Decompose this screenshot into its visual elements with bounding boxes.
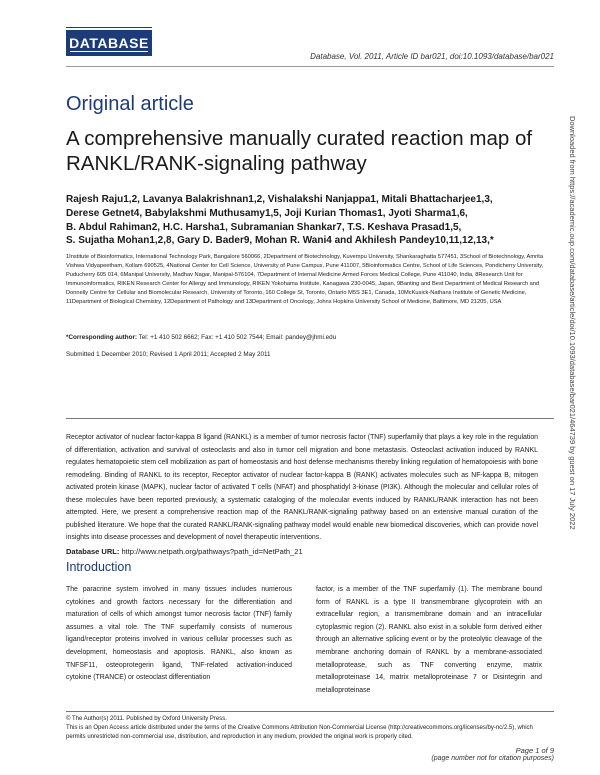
journal-logo [66, 28, 152, 56]
abstract: Receptor activator of nuclear factor-kappa B ligand (RANKL) is a member of tumor necrosis factor (TNF) superfamily that plays a key role in the regulation of differentiation, activation and survival of osteoclasts and also in tumor cell migration and bone metastasis. Osteoclast activation induced by RANKL regulates hematopoietic stem cell mobilization as part of homeostasis and host defense mechanisms thereby linking regulation of hematopoiesis with bone remodeling. Binding of RANKL to its receptor, Receptor activator of nuclear factor-kappa B (RANK) activates molecules such as NF-kappa B, mitogen activated protein kinase (MAPK), nuclear factor of activated T cells (NFAT) and phosphatidyl 3-kinase (PI3K). Although the molecular and cellular roles of these molecules have been reported previously, a systematic cataloging of the molecular events induced by RANKL/RANK interaction has not been attempted. Here, we present a comprehensive reaction map of the RANKL/RANK-signaling pathway based on an extensive manual curation of the published literature. We hope that the curated RANKL/RANK-signaling pathway model would enable new biomedical discoveries, which can provide novel insights into disease processes and development of novel therapeutic interventions. [66, 434, 538, 541]
database-url [66, 547, 303, 556]
footer-license [66, 715, 544, 742]
article-title: A comprehensive manually curated reaction map of RANKL/RANK-signaling pathway [66, 127, 533, 175]
introduction-heading: Introduction [66, 560, 132, 574]
introduction-left-column: The paracrine system involved in many tissues includes numerous cytokines and growth factors necessary for the differentiation and maturation of cells of which amongst tumor necrosis factor (TNF) family assumes a vital role. The TNF superfamily consists of numerous ligand/receptor proteins involved in various cellular processes such as development, homeostasis and apoptosis. RANKL, also known as TNFSF11, osteoprotegerin ligand, TNF-related activation-induced cytokine (TRANCE) or osteoclast differentiation [66, 586, 292, 682]
database-url-link[interactable]: http://www.netpath.org/pathways?path_id=NetPath_21 [121, 547, 303, 556]
introduction-right-column: factor, is a member of the TNF superfamily (1). The membrane bound form of RANKL is a type II transmembrane glycoprotein with an extracellular region, a transmembrane domain and an intracellular cytoplasmic region (2). RANKL also exist in a soluble form derived either through an alternative splicing event or by the proteolytic cleavage of the membrane anchoring domain of RANKL by a membrane-associated metalloprotease, such as TNF converting enzyme, matrix metalloproteinase 14, matrix metalloproteinase 7 or Disintegrin and metalloproteinase [316, 586, 542, 694]
corresponding-author-label: *Corresponding author: [66, 334, 138, 341]
article-type: Original article [66, 93, 194, 115]
author-line: B. Abdul Rahiman2, H.C. Harsha1, Subramanian Shankar7, T.S. Keshava Prasad1,5, [66, 221, 462, 233]
journal-citation: Database, Vol. 2011, Article ID bar021, doi:10.1093/database/bar021 [310, 52, 554, 61]
page-number-note: (page number not for citation purposes) [431, 755, 554, 762]
affiliations: 1Institute of Bioinformatics, International Technology Park, Bangalore 560066, 2Department of Biotechnology, Kuvempu University, Shankaraghatta 577451, 3School of Biotechnology, Amrita Vishwa Vidyapeetham, Kollam 690525, 4National Center for Cell Science, University of Pune Campus, Pune 411007, 5Bioinformatics Centre, School of Life Sciences, Pondicherry University, Puducherry 605 014, 6Manipal University, Madhav Nagar, Manipal-576104, 7Department of Internal Medicine Armed Forces Medical College, Pune 411040, India, 8Research Unit for Immunoinformatics, RIKEN Research Center for Allergy and Immunology, RIKEN Yokohama Institute, Kanagawa 230-0045, Japan, 9Banting and Best Department of Medical Research and Donnelly Centre for Cellular and Biomolecular Research, University of Toronto, 160 College St, Toronto, Ontario M5S 3E1, Canada, 10McKusick-Nathans Institute of Genetic Medicine, 11Department of Biological Chemistry, 12Department of Pathology and 13Department of Oncology, Johns Hopkins University School of Medicine, Baltimore, MD 21205, USA [66, 254, 544, 305]
submission-dates: Submitted 1 December 2010; Revised 1 April 2011; Accepted 2 May 2011 [66, 351, 271, 358]
footer-rule [66, 711, 554, 712]
copyright-text: © The Author(s) 2011. Published by Oxford University Press. [66, 716, 227, 722]
license-text: This is an Open Access article distributed under the terms of the Creative Commons Attribution Non-Commercial License (http://creativecommons.org/licenses/by-nc/2.5), which permits unrestricted non-commercial use, distribution, and reproduction in any medium, provided the original work is properly cited. [66, 725, 533, 740]
database-url-label: Database URL: [66, 547, 120, 556]
download-watermark-text: Downloaded from https://academic.oup.com/database/article/doi/10.1093/database/bar021/464739 by guest on 17 July 2022 [568, 116, 577, 530]
author-line: Derese Getnet4, Babylakshmi Muthusamy1,5, Joji Kurian Thomas1, Jyoti Sharma1,6, [66, 207, 468, 219]
page-number: Page 1 of 9 [515, 746, 554, 755]
author-line: Rajesh Raju1,2, Lavanya Balakrishnan1,2, Vishalakshi Nanjappa1, Mitali Bhattacharjee1,3, [66, 194, 493, 205]
journal-logo-text: DATABASE [69, 35, 149, 51]
author-line: S. Sujatha Mohan1,2,8, Gary D. Bader9, Mohan R. Wani4 and Akhilesh Pandey10,11,12,13,* [66, 235, 494, 247]
header-rule [66, 66, 554, 67]
abstract-top-rule [66, 418, 554, 419]
author-list [66, 193, 546, 248]
corresponding-author-contact: Tel: +1 410 502 6662; Fax: +1 410 502 7544; Email: pandey@jhmi.edu [138, 334, 337, 341]
corresponding-author [66, 334, 336, 341]
